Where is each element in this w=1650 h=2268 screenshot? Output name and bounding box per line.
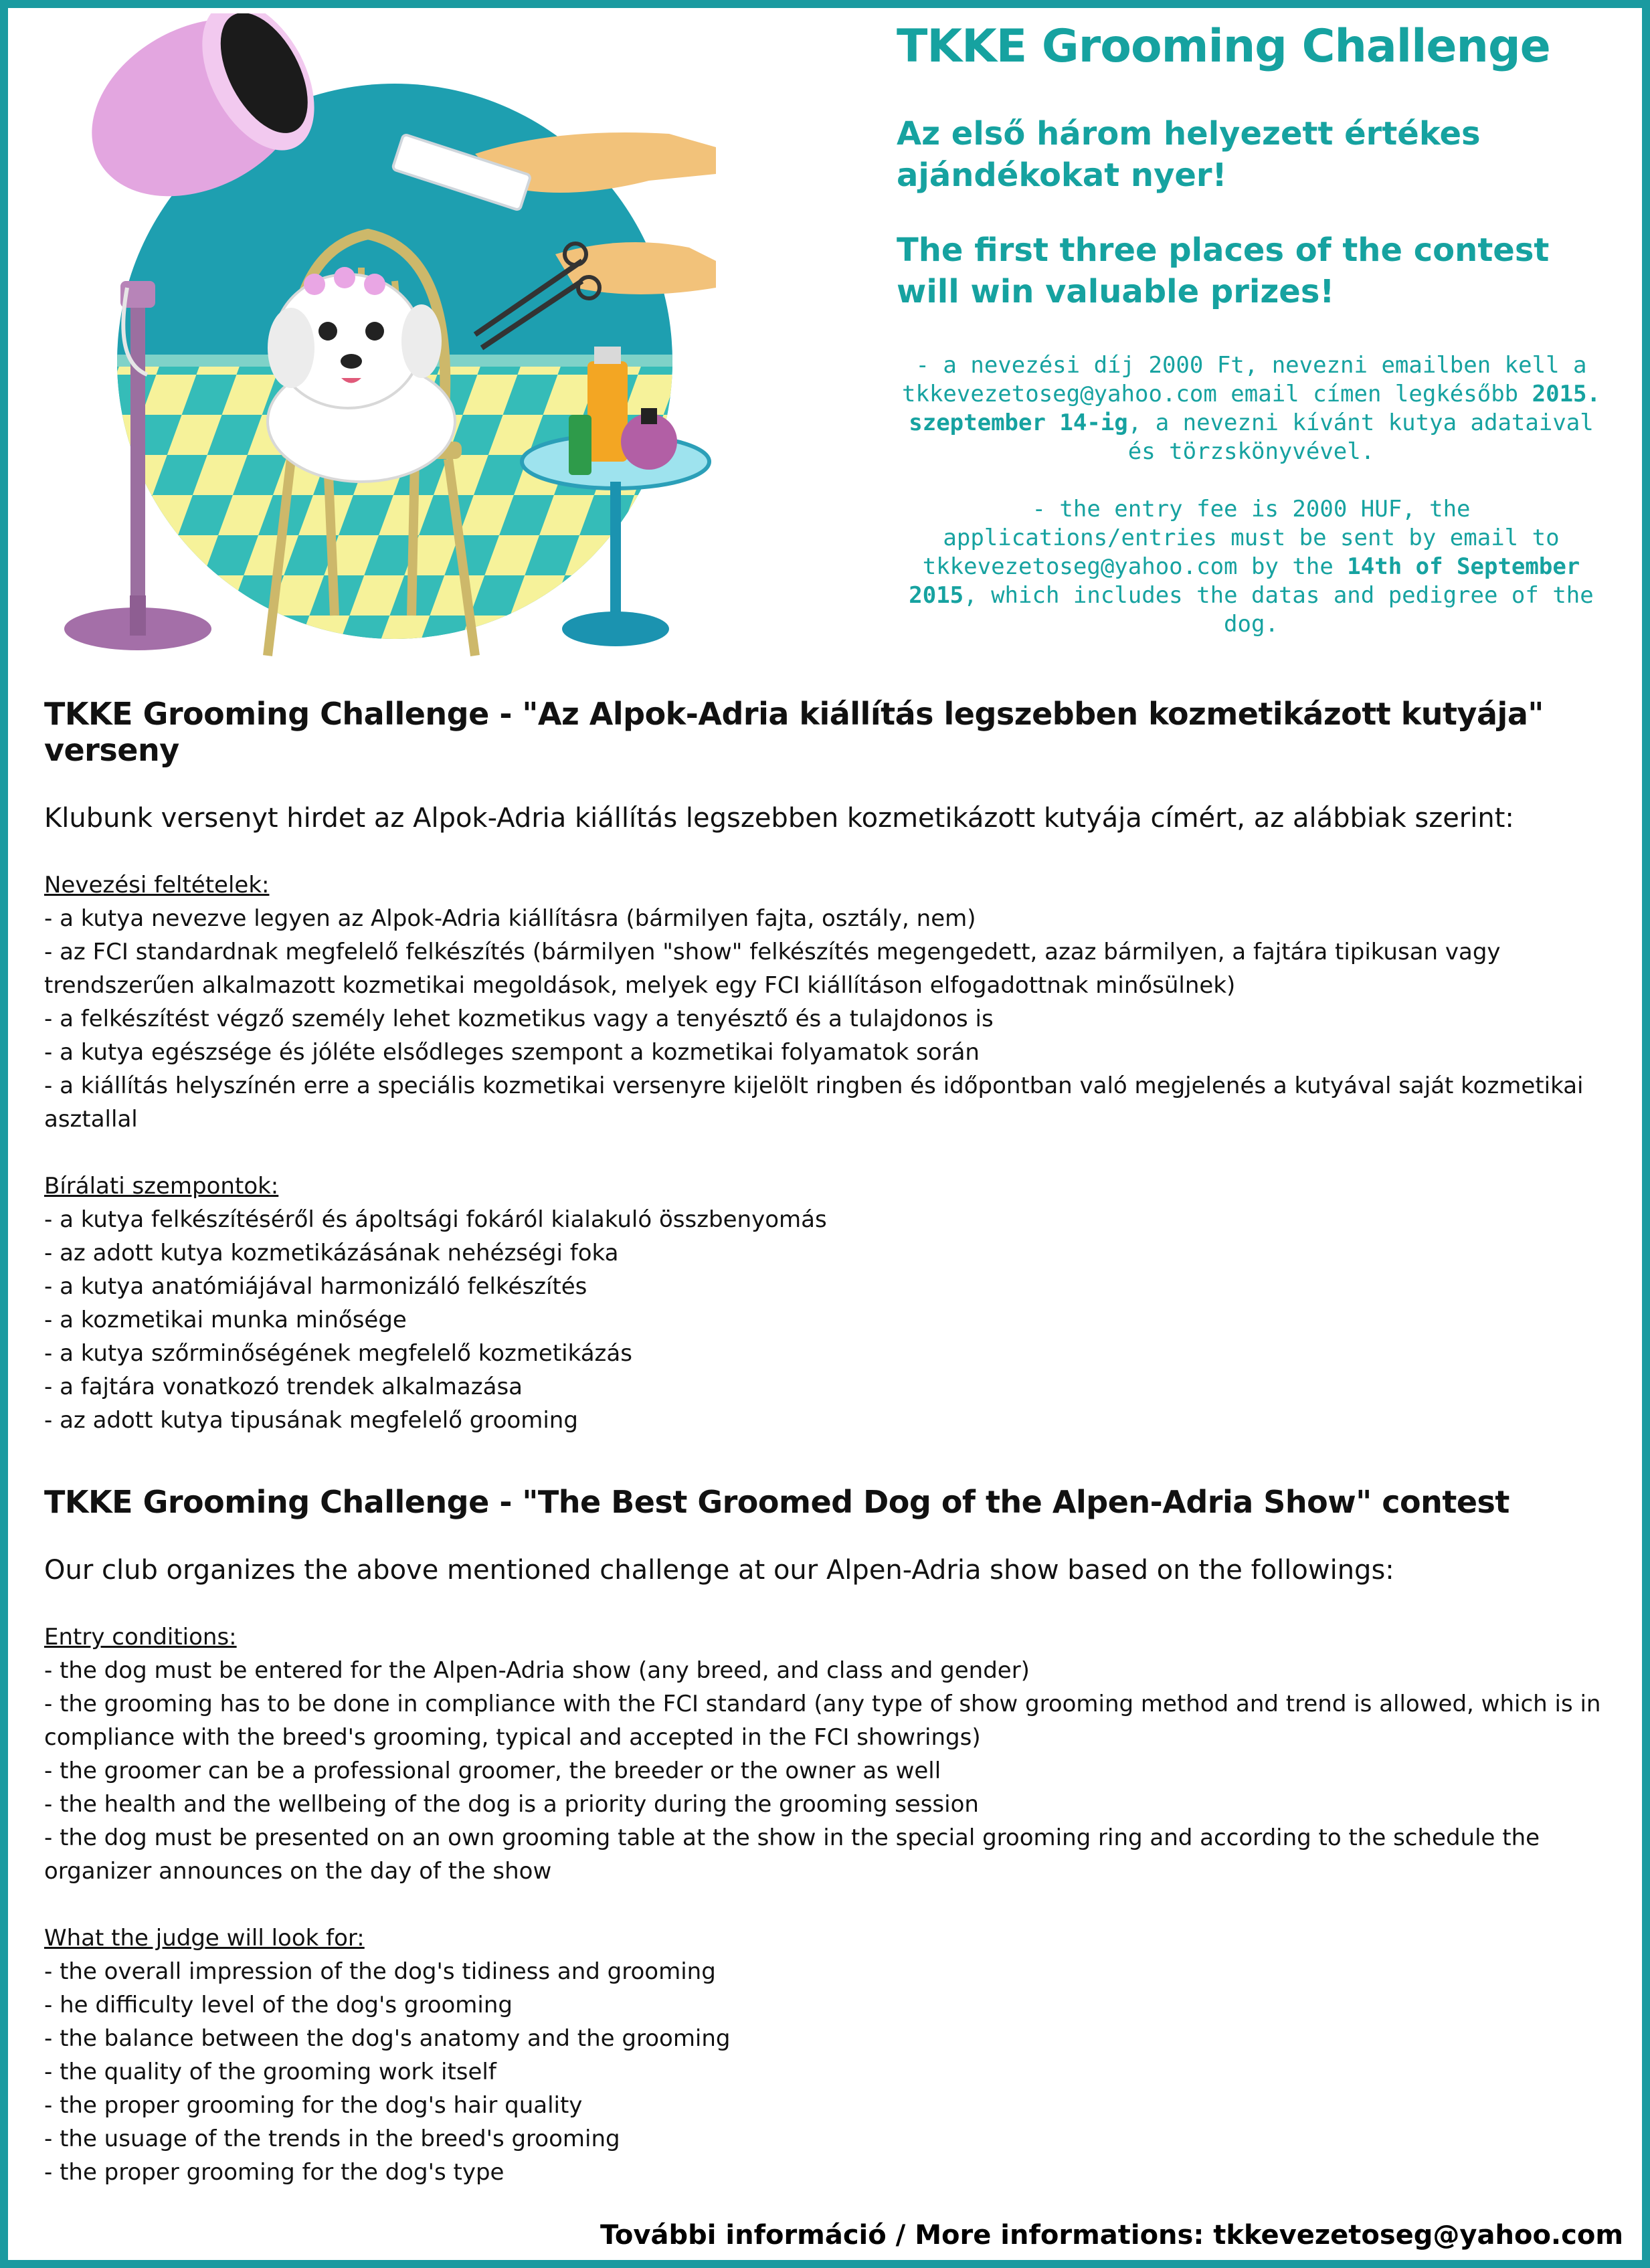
grooming-illustration [47, 13, 743, 676]
hero-panel [897, 20, 1606, 639]
hero-subtitle-hu: Az első három helyezett értékes ajándékokat nyer! [897, 115, 1481, 194]
list-item: - he difficulty level of the dog's grooming [44, 1992, 513, 2018]
heading-en: TKKE Grooming Challenge - "The Best Groomed Dog of the Alpen-Adria Show" contest [44, 1484, 1509, 1520]
info-en: - the entry fee is 2000 HUF, the applications/entries must be sent by email to tkkevezetoseg@yahoo.com by the 14th of September 2015, which includes the datas and pedigree of the dog. [909, 496, 1594, 638]
footer-contact: További információ / More informations: tkkevezetoseg@yahoo.com [600, 2220, 1623, 2251]
list-item: - the dog must be presented on an own grooming table at the show in the special grooming ring and according to the schedule the organizer announces on the day of the show [44, 1824, 1540, 1885]
list-item: - a kutya felkészítéséről és ápoltsági fokáról kialakuló összbenyomás [44, 1206, 827, 1233]
info-hu: - a nevezési díj 2000 Ft, nevezni emailben kell a tkkevezetoseg@yahoo.com email címen legkésőbb 2015. szeptember 14-ig, a nevezni kívánt kutya adataival és törzskönyvével. [902, 352, 1600, 465]
list-item: - the quality of the grooming work itself [44, 2059, 496, 2085]
entry-list-hu [44, 902, 1610, 1136]
list-item: - a felkészítést végző személy lehet kozmetikus vagy a tenyésztő és a tulajdonos is [44, 1006, 994, 1032]
list-item: - a kiállítás helyszínén erre a speciális kozmetikai versenyre kijelölt ringben és időpontban való megjelenés a kutyával saját kozmetikai asztallal [44, 1072, 1584, 1133]
list-item: - the grooming has to be done in compliance with the FCI standard (any type of show grooming method and trend is allowed, which is in compliance with the breed's grooming, typical and accepted in the FCI showrings) [44, 1691, 1601, 1751]
judge-title-en: What the judge will look for: [44, 1925, 365, 1952]
list-item: - the overall impression of the dog's tidiness and grooming [44, 1958, 716, 1985]
list-item: - the usuage of the trends in the breed's grooming [44, 2125, 620, 2152]
intro-en: Our club organizes the above mentioned challenge at our Alpen-Adria show based on the followings: [44, 1555, 1394, 1586]
judge-title-hu: Bírálati szempontok: [44, 1173, 279, 1200]
list-item: - the balance between the dog's anatomy and the grooming [44, 2025, 731, 2052]
list-item: - az adott kutya tipusának megfelelő grooming [44, 1407, 578, 1434]
list-item: - az FCI standardnak megfelelő felkészítés (bármilyen "show" felkészítés megengedett, azaz bármilyen, a fajtára tipikusan vagy trendszerűen alkalmazott kozmetikai megoldások, melyek egy FCI kiállításon elfogadottnak minősülnek) [44, 939, 1501, 999]
hero-info [897, 351, 1606, 639]
hero-title: TKKE Grooming Challenge [897, 20, 1550, 73]
intro-hu: Klubunk versenyt hirdet az Alpok-Adria kiállítás legszebben kozmetikázott kutyája címért, az alábbiak szerint: [44, 803, 1514, 834]
list-item: - a kutya nevezve legyen az Alpok-Adria kiállításra (bármilyen fajta, osztály, nem) [44, 905, 976, 932]
list-item: - az adott kutya kozmetikázásának nehézségi foka [44, 1240, 619, 1266]
list-item: - the proper grooming for the dog's hair quality [44, 2092, 583, 2119]
judge-list-hu [44, 1203, 1610, 1437]
list-item: - a kutya egészsége és jóléte elsődleges szempont a kozmetikai folyamatok során [44, 1039, 980, 1066]
judge-list-en [44, 1955, 1610, 2189]
entry-list-en [44, 1654, 1610, 1888]
entry-title-en: Entry conditions: [44, 1624, 237, 1650]
list-item: - the groomer can be a professional groomer, the breeder or the owner as well [44, 1758, 941, 1784]
list-item: - a kozmetikai munka minősége [44, 1307, 407, 1333]
entry-title-hu: Nevezési feltételek: [44, 872, 270, 899]
hero-subtitle-en: The first three places of the contest will win valuable prizes! [897, 231, 1550, 310]
list-item: - a fajtára vonatkozó trendek alkalmazása [44, 1374, 523, 1400]
list-item: - the proper grooming for the dog's type [44, 2159, 505, 2186]
main-content [44, 696, 1610, 2189]
heading-hu: TKKE Grooming Challenge - "Az Alpok-Adria kiállítás legszebben kozmetikázott kutyája" verseny [44, 696, 1544, 768]
list-item: - a kutya anatómiájával harmonizáló felkészítés [44, 1273, 587, 1300]
list-item: - a kutya szőrminőségének megfelelő kozmetikázás [44, 1340, 632, 1367]
list-item: - the dog must be entered for the Alpen-Adria show (any breed, and class and gender) [44, 1657, 1030, 1684]
list-item: - the health and the wellbeing of the dog is a priority during the grooming session [44, 1791, 979, 1818]
